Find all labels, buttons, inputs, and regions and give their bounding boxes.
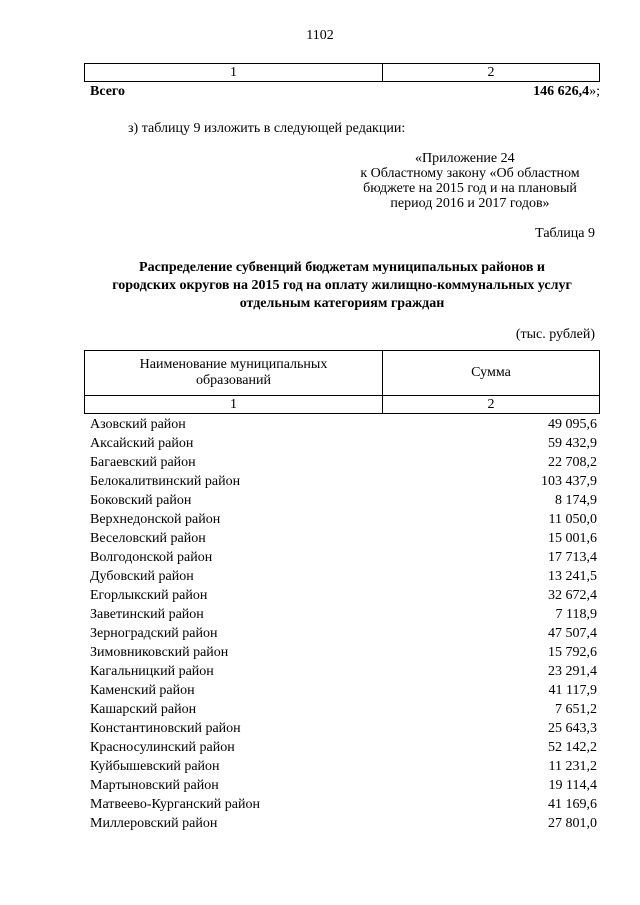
table-row xyxy=(90,472,597,491)
appendix-reference xyxy=(345,151,595,211)
table-row xyxy=(90,738,597,757)
row-name: Мартыновский район xyxy=(90,778,219,793)
row-sum: 7 118,9 xyxy=(555,607,597,622)
table-row xyxy=(90,548,597,567)
instruction-text: з) таблицу 9 изложить в следующей редакции: xyxy=(128,121,406,136)
row-sum: 17 713,4 xyxy=(548,550,597,565)
table-label: Таблица 9 xyxy=(535,226,595,241)
row-sum: 11 231,2 xyxy=(548,759,597,774)
row-sum: 41 117,9 xyxy=(548,683,597,698)
table-row xyxy=(90,700,597,719)
row-sum: 103 437,9 xyxy=(541,474,597,489)
table-row xyxy=(90,453,597,472)
row-name: Каменский район xyxy=(90,683,195,698)
row-name: Миллеровский район xyxy=(90,816,218,831)
table-row xyxy=(90,643,597,662)
header-sum: Сумма xyxy=(383,351,600,396)
table-row xyxy=(90,624,597,643)
row-name: Азовский район xyxy=(90,417,186,432)
table-row xyxy=(90,529,597,548)
table-row xyxy=(90,415,597,434)
row-sum: 59 432,9 xyxy=(548,436,597,451)
row-name: Матвеево-Курганский район xyxy=(90,797,260,812)
row-name: Зерноградский район xyxy=(90,626,218,641)
row-name: Боковский район xyxy=(90,493,192,508)
row-sum: 23 291,4 xyxy=(548,664,597,679)
title-line: городских округов на 2015 год на оплату жилищно-коммунальных услуг xyxy=(112,278,572,293)
column-number-2: 2 xyxy=(383,396,600,414)
row-name: Егорлыкский район xyxy=(90,588,208,603)
table-title xyxy=(84,259,600,313)
table-row xyxy=(90,814,597,833)
title-line: Распределение субвенций бюджетам муниципальных районов и xyxy=(139,260,545,275)
row-sum: 13 241,5 xyxy=(548,569,597,584)
row-name: Красносулинский район xyxy=(90,740,235,755)
data-rows xyxy=(90,415,597,833)
table-row xyxy=(90,510,597,529)
appendix-line: бюджете на 2015 год и на плановый xyxy=(363,181,577,196)
total-value: 146 626,4»; xyxy=(533,84,600,99)
table-row xyxy=(90,586,597,605)
row-sum: 15 792,6 xyxy=(548,645,597,660)
row-sum: 19 114,4 xyxy=(548,778,597,793)
table-row xyxy=(90,776,597,795)
row-name: Куйбышевский район xyxy=(90,759,220,774)
table-row xyxy=(90,719,597,738)
row-name: Аксайский район xyxy=(90,436,194,451)
table-row xyxy=(90,662,597,681)
table-row xyxy=(90,605,597,624)
row-name: Верхнедонской район xyxy=(90,512,221,527)
column-number-2: 2 xyxy=(383,64,600,82)
table-row xyxy=(90,434,597,453)
row-sum: 47 507,4 xyxy=(548,626,597,641)
table-row xyxy=(90,491,597,510)
continuation-table-header xyxy=(84,63,600,82)
row-name: Дубовский район xyxy=(90,569,194,584)
row-sum: 41 169,6 xyxy=(548,797,597,812)
row-sum: 11 050,0 xyxy=(548,512,597,527)
appendix-line: период 2016 и 2017 годов» xyxy=(390,196,550,211)
total-row xyxy=(90,84,600,102)
row-sum: 22 708,2 xyxy=(548,455,597,470)
unit-label: (тыс. рублей) xyxy=(515,327,595,342)
main-table-header xyxy=(84,350,600,414)
row-sum: 15 001,6 xyxy=(548,531,597,546)
row-name: Багаевский район xyxy=(90,455,196,470)
row-name: Волгодонской район xyxy=(90,550,213,565)
row-name: Заветинский район xyxy=(90,607,204,622)
table-row xyxy=(90,681,597,700)
row-sum: 32 672,4 xyxy=(548,588,597,603)
title-line: отдельным категориям граждан xyxy=(239,296,445,311)
row-name: Константиновский район xyxy=(90,721,241,736)
row-sum: 52 142,2 xyxy=(548,740,597,755)
row-name: Кашарский район xyxy=(90,702,197,717)
column-number-1: 1 xyxy=(85,64,383,82)
row-name: Кагальницкий район xyxy=(90,664,214,679)
column-number-1: 1 xyxy=(85,396,383,414)
appendix-line: к Областному закону «Об областном xyxy=(360,166,580,181)
table-row xyxy=(90,795,597,814)
row-name: Белокалитвинский район xyxy=(90,474,241,489)
row-name: Зимовниковский район xyxy=(90,645,229,660)
header-name: Наименование муниципальных образований xyxy=(85,351,383,396)
row-name: Веселовский район xyxy=(90,531,206,546)
page-number: 1102 xyxy=(306,28,334,43)
row-sum: 7 651,2 xyxy=(555,702,597,717)
row-sum: 25 643,3 xyxy=(548,721,597,736)
table-row xyxy=(90,757,597,776)
appendix-line: «Приложение 24 xyxy=(415,151,515,166)
row-sum: 8 174,9 xyxy=(555,493,597,508)
row-sum: 27 801,0 xyxy=(548,816,597,831)
row-sum: 49 095,6 xyxy=(548,417,597,432)
total-label: Всего xyxy=(90,84,125,99)
table-row xyxy=(90,567,597,586)
